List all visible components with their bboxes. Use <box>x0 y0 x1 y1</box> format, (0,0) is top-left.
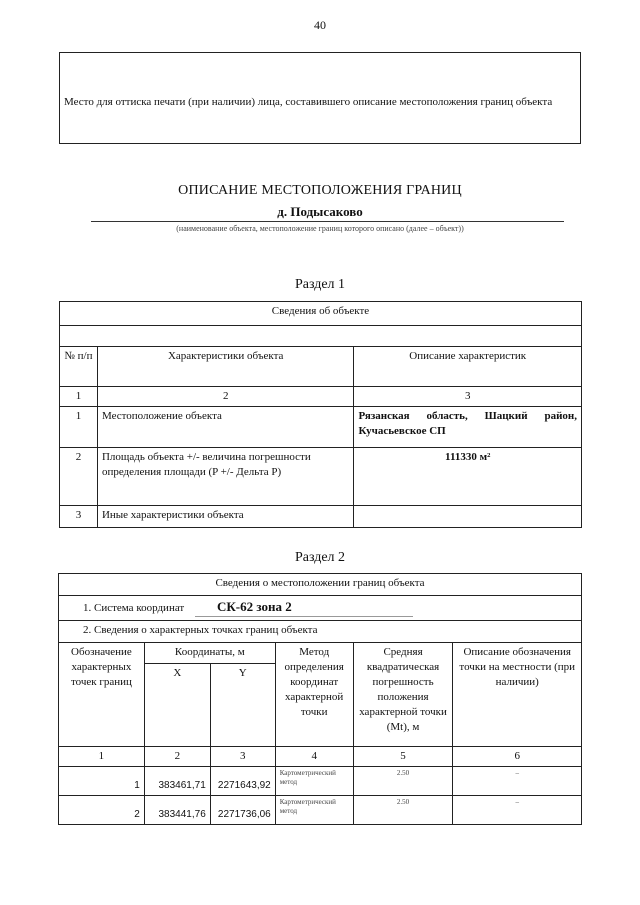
column-number: 1 <box>59 747 145 767</box>
coordinate-y: 2271643,92 <box>210 767 275 796</box>
point-designation: 1 <box>59 767 145 796</box>
point-designation: 2 <box>59 796 145 825</box>
document-title: ОПИСАНИЕ МЕСТОПОЛОЖЕНИЯ ГРАНИЦ <box>178 183 462 198</box>
header-cell: Описание характеристик <box>354 347 582 387</box>
table-row <box>60 407 582 448</box>
header-method: Метод определения координат характерной точки <box>275 643 353 747</box>
table-row <box>60 506 582 528</box>
characteristic-value <box>354 506 582 528</box>
header-cell: № п/п <box>60 347 98 387</box>
header-y: Y <box>210 664 275 747</box>
coordinate-system-label: 1. Система координат <box>83 602 185 614</box>
header-description: Описание обозначения точки на местности (при наличии) <box>453 643 582 747</box>
column-number: 4 <box>275 747 353 767</box>
coordinate-system-value: СК-62 зона 2 <box>216 599 292 614</box>
table-title: Сведения о местоположении границ объекта <box>59 574 582 596</box>
points-label: 2. Сведения о характерных точках границ объекта <box>59 621 582 643</box>
stamp-note: Место для оттиска печати (при наличии) лица, составившего описание местоположения границ объекта <box>64 96 553 108</box>
point-description: – <box>453 767 582 796</box>
column-number: 1 <box>60 387 98 407</box>
object-name: д. Подысаково <box>277 204 363 219</box>
boundary-points-table <box>58 573 582 825</box>
header-error: Средняя квадратическая погрешность положения характерной точки (Mt), м <box>353 643 453 747</box>
row-number: 2 <box>60 448 98 506</box>
column-number: 3 <box>354 387 582 407</box>
header-designation: Обозначение характерных точек границ <box>59 643 145 747</box>
header-coordinates: Координаты, м <box>144 643 275 664</box>
column-number: 6 <box>453 747 582 767</box>
coordinate-x: 383461,71 <box>144 767 210 796</box>
table-row <box>60 448 582 506</box>
table-row <box>59 796 582 825</box>
characteristic-name: Площадь объекта +/- величина погрешности определения площади (P +/- Дельта P) <box>97 448 354 506</box>
mean-error: 2.50 <box>353 796 453 825</box>
table-title: Сведения об объекте <box>60 302 582 326</box>
row-number: 3 <box>60 506 98 528</box>
characteristic-value: 111330 м² <box>354 448 582 506</box>
method: Картометрический метод <box>275 796 353 825</box>
characteristic-name: Иные характеристики объекта <box>97 506 354 528</box>
header-cell: Характеристики объекта <box>97 347 354 387</box>
coordinate-x: 383441,76 <box>144 796 210 825</box>
section-1-heading: Раздел 1 <box>294 277 346 292</box>
coordinate-y: 2271736,06 <box>210 796 275 825</box>
row-number: 1 <box>60 407 98 448</box>
stamp-box <box>59 52 581 144</box>
title-caption: (наименование объекта, местоположение границ которого описано (далее – объект)) <box>176 224 464 233</box>
object-info-table <box>59 301 582 528</box>
coordinate-system-field <box>195 599 413 617</box>
characteristic-name: Местоположение объекта <box>97 407 354 448</box>
page-number: 40 <box>314 18 326 32</box>
section-2-heading: Раздел 2 <box>294 550 346 565</box>
column-number: 2 <box>97 387 354 407</box>
mean-error: 2.50 <box>353 767 453 796</box>
column-number: 2 <box>144 747 210 767</box>
title-underline <box>91 221 564 222</box>
method: Картометрический метод <box>275 767 353 796</box>
column-number: 5 <box>353 747 453 767</box>
coordinate-system-row <box>59 596 582 621</box>
column-number: 3 <box>210 747 275 767</box>
table-row <box>59 767 582 796</box>
characteristic-value: Рязанская область, Шацкий район, Кучасьевское СП <box>354 407 582 448</box>
header-x: X <box>144 664 210 747</box>
blank-row <box>60 326 582 347</box>
point-description: – <box>453 796 582 825</box>
